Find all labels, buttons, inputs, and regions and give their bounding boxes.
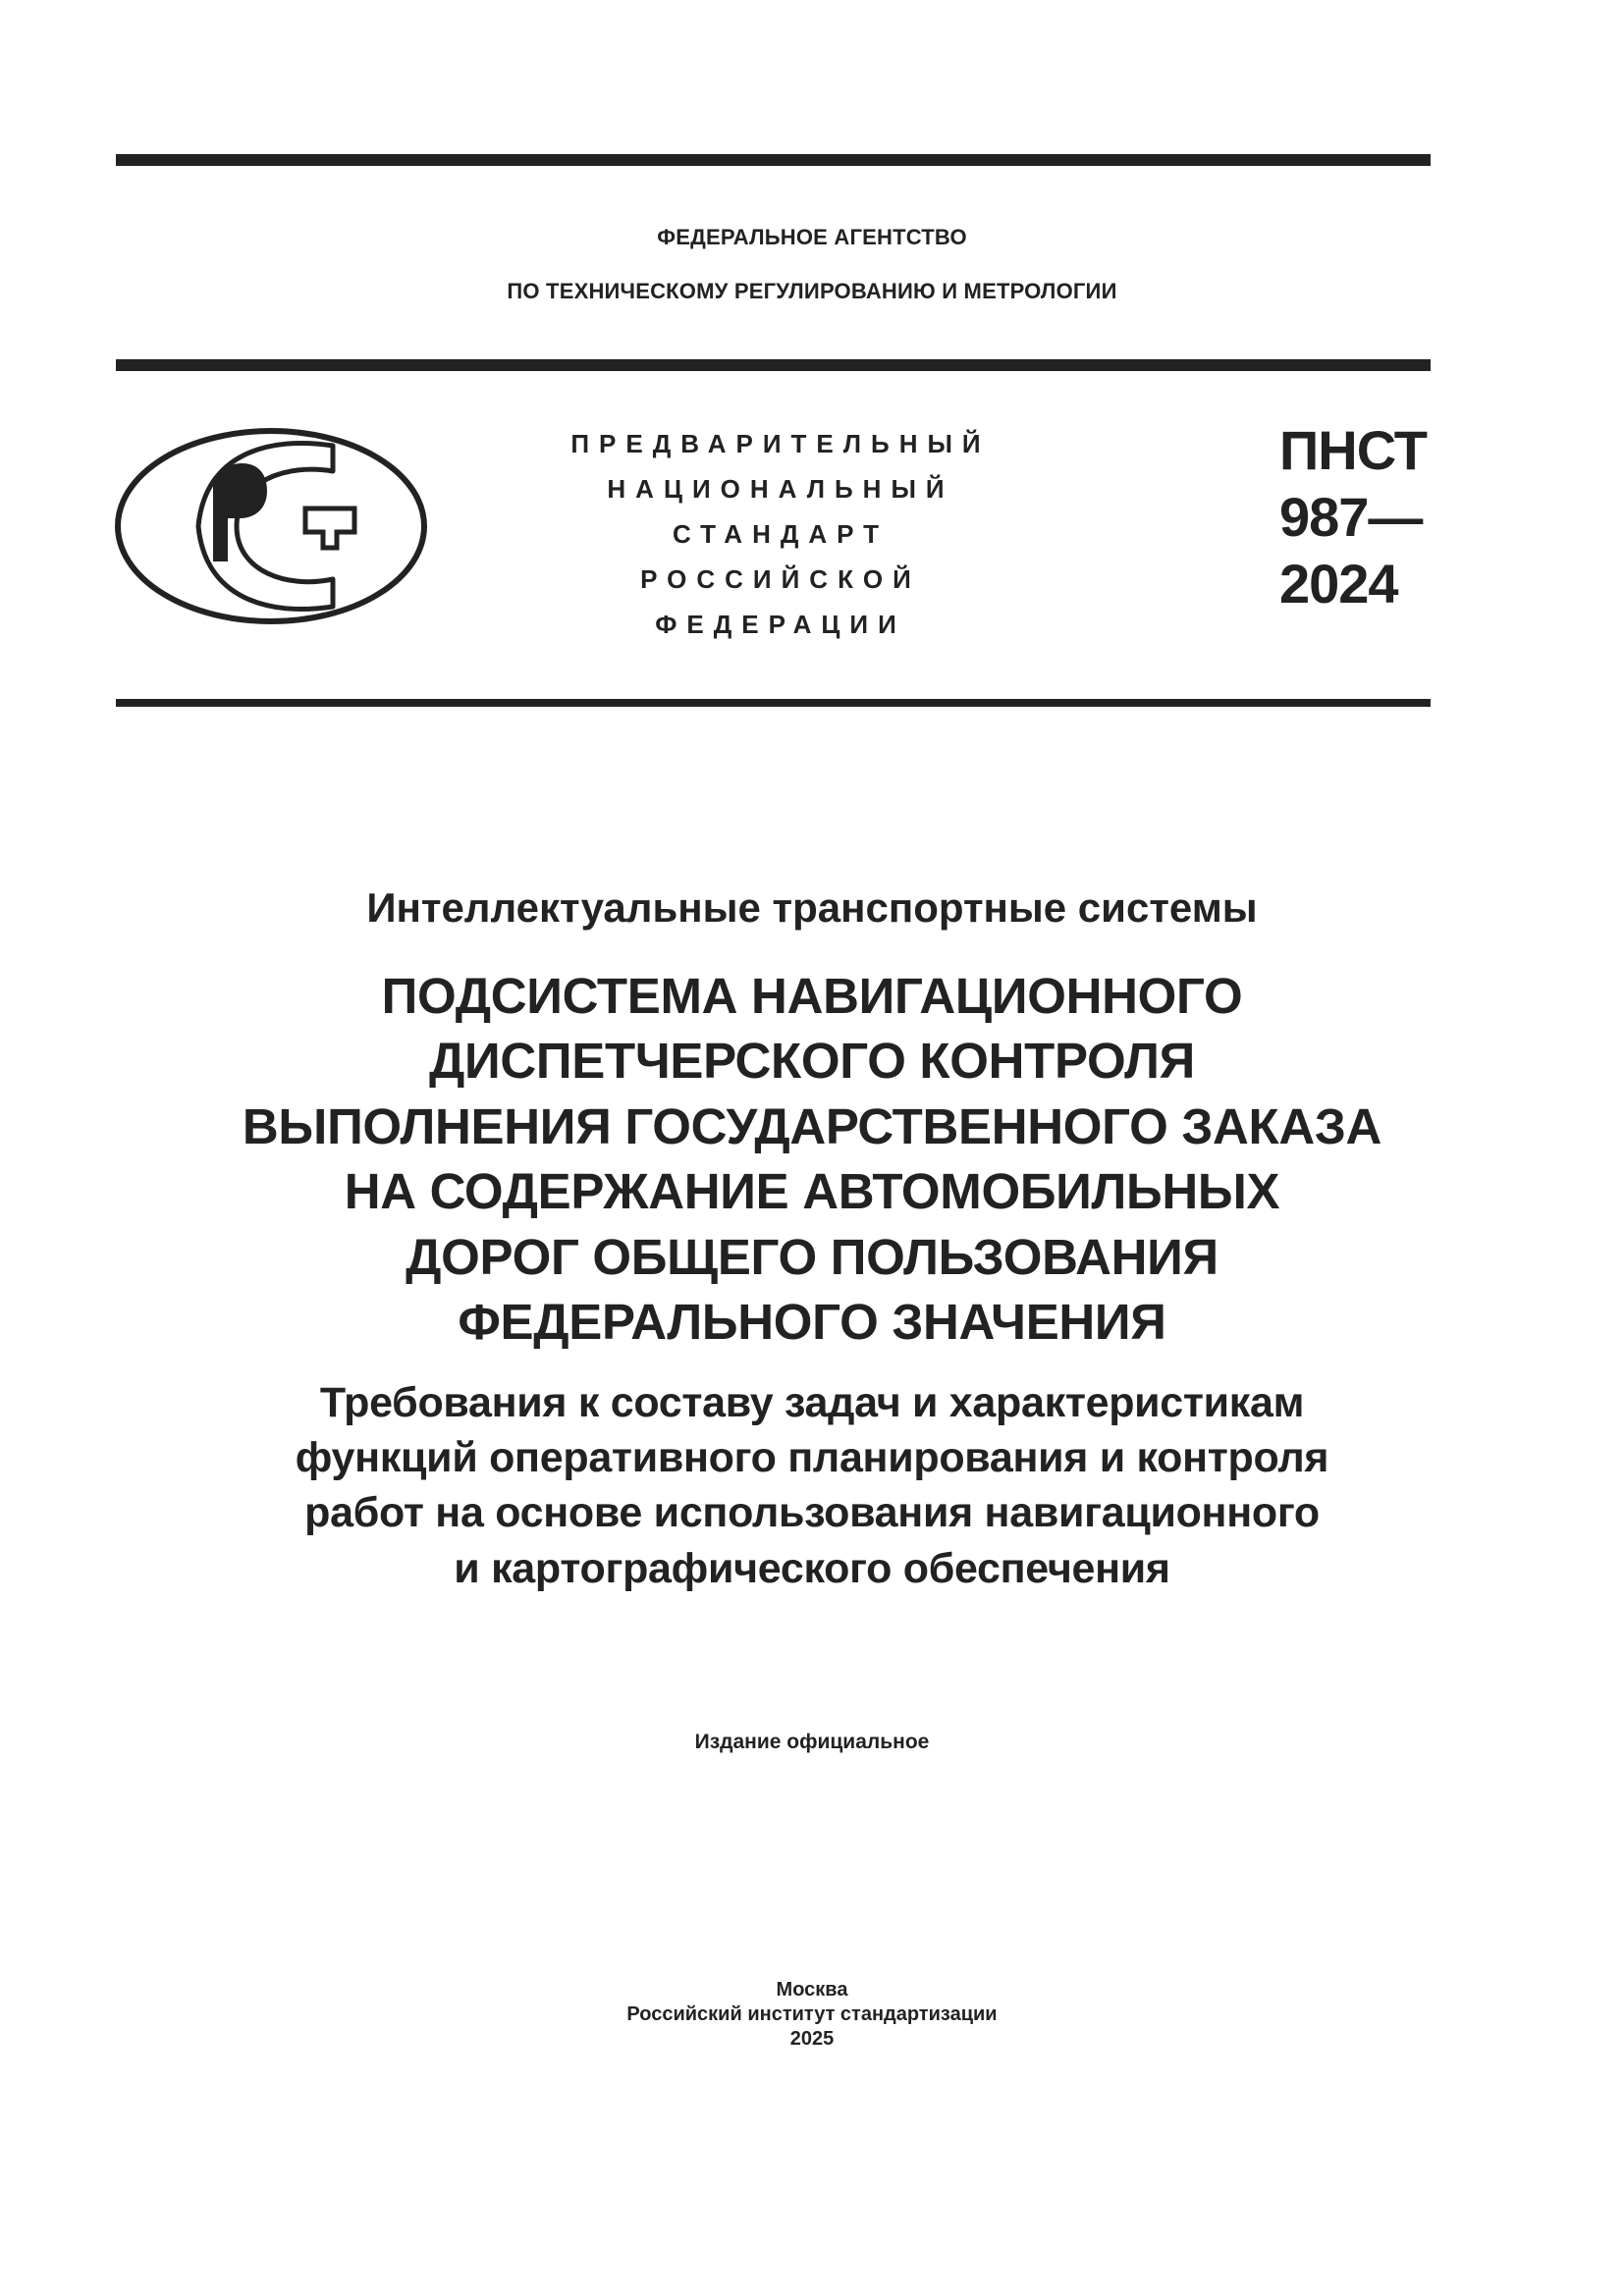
standard-designation-line-1: ПНСТ bbox=[1279, 419, 1427, 481]
gost-logo bbox=[112, 424, 430, 628]
main-title-line-2: ДИСПЕТЧЕРСКОГО КОНТРОЛЯ bbox=[428, 1033, 1195, 1089]
standard-kind-line-1: ПРЕДВАРИТЕЛЬНЫЙ bbox=[570, 429, 991, 458]
gost-r-rst-emblem-icon bbox=[112, 424, 430, 628]
requirements-line-2: функций оперативного планирования и контроля bbox=[295, 1434, 1329, 1481]
main-title-line-4: НА СОДЕРЖАНИЕ АВТОМОБИЛЬНЫХ bbox=[344, 1163, 1280, 1219]
top-rule bbox=[116, 154, 1431, 166]
standard-kind-line-5: ФЕДЕРАЦИИ bbox=[655, 610, 906, 639]
main-title-line-6: ФЕДЕРАЛЬНОГО ЗНАЧЕНИЯ bbox=[458, 1294, 1166, 1350]
imprint-city: Москва bbox=[776, 1979, 848, 2001]
imprint-publisher: Российский институт стандартизации bbox=[626, 2003, 998, 2025]
standard-designation-line-3: 2024 bbox=[1279, 553, 1398, 614]
requirements-line-1: Требования к составу задач и характеристикам bbox=[319, 1379, 1305, 1426]
agency-line-2: ПО ТЕХНИЧЕСКОМУ РЕГУЛИРОВАНИЮ И МЕТРОЛОГИИ bbox=[507, 279, 1117, 303]
requirements-line-3: работ на основе использования навигационного bbox=[304, 1489, 1320, 1536]
main-title-line-1: ПОДСИСТЕМА НАВИГАЦИОННОГО bbox=[381, 968, 1243, 1024]
requirements-line-4: и картографического обеспечения bbox=[454, 1545, 1170, 1592]
header-bottom-rule bbox=[116, 359, 1431, 371]
main-title-line-3: ВЫПОЛНЕНИЯ ГОСУДАРСТВЕННОГО ЗАКАЗА bbox=[242, 1098, 1382, 1154]
block-bottom-rule bbox=[116, 699, 1431, 707]
standard-designation-line-2: 987— bbox=[1279, 486, 1423, 548]
title-group: Интеллектуальные транспортные системы bbox=[366, 884, 1258, 931]
agency-line-1: ФЕДЕРАЛЬНОЕ АГЕНТСТВО bbox=[657, 225, 967, 249]
standard-kind-line-3: СТАНДАРТ bbox=[672, 519, 890, 549]
standard-kind-line-2: НАЦИОНАЛЬНЫЙ bbox=[607, 474, 954, 504]
edition-label: Издание официальное bbox=[694, 1731, 930, 1753]
standard-kind-line-4: РОССИЙСКОЙ bbox=[640, 564, 921, 594]
imprint-year: 2025 bbox=[789, 2028, 835, 2050]
main-title-line-5: ДОРОГ ОБЩЕГО ПОЛЬЗОВАНИЯ bbox=[406, 1229, 1218, 1285]
